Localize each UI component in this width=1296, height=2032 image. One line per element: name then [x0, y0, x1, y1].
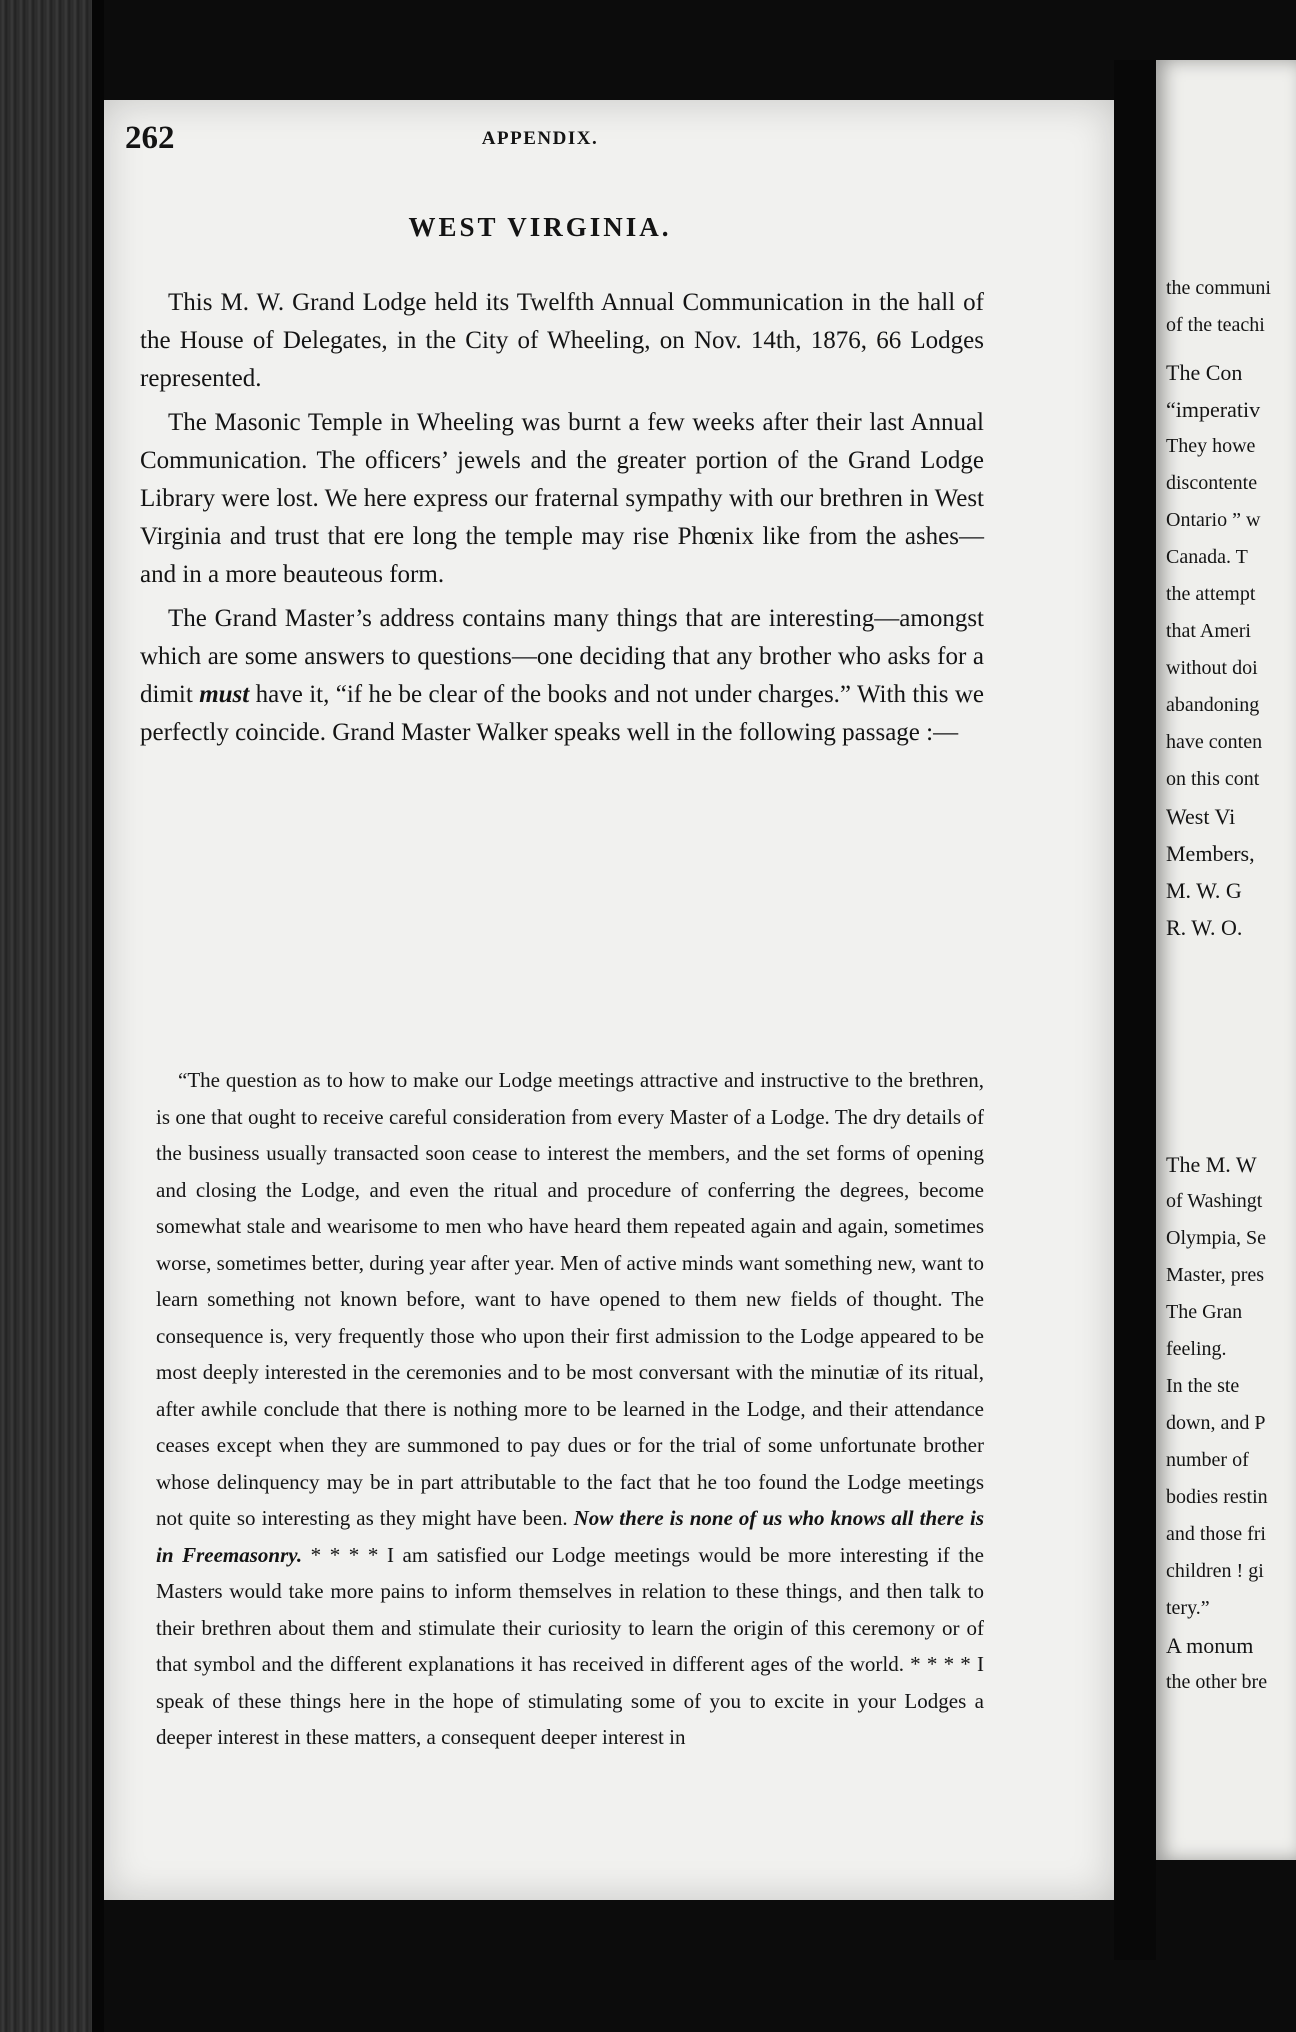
right-page-fragments [1166, 270, 1296, 1701]
fragment-line: without doi [1166, 657, 1258, 679]
fragment-line: They howe [1166, 435, 1256, 457]
fragment-line: the other bre [1166, 1671, 1268, 1693]
fragment-line: Members, [1166, 841, 1255, 866]
running-head: APPENDIX. [481, 128, 599, 149]
page-gutter [1114, 60, 1156, 1960]
paragraph-3 [140, 600, 984, 752]
page-header [125, 120, 955, 170]
fragment-line: that Ameri [1166, 620, 1251, 642]
fragment-line: “imperativ [1166, 397, 1261, 422]
fragment-line: bodies restin [1166, 1486, 1268, 1508]
page-number: 262 [125, 120, 175, 156]
fragment-line: of Washingt [1166, 1190, 1263, 1212]
block-quote [156, 1062, 984, 1756]
fragment-line: of the teachi [1166, 314, 1265, 336]
paragraph-2: The Masonic Temple in Wheeling was burnt a few weeks after their last Annual Communication. The officers’ jewels and the greater portion of the Grand Lodge Library were lost. We here express our fraternal sympathy with our brethren in West Virginia and trust that ere long the temple may rise Phœnix like from the ashes—and in a more beauteous form. [140, 409, 984, 588]
paragraph-1: This M. W. Grand Lodge held its Twelfth Annual Communication in the hall of the House of Delegates, in the City of Wheeling, on Nov. 14th, 1876, 66 Lodges represented. [140, 289, 984, 392]
fragment-line: discontente [1166, 472, 1258, 494]
quote-italic-text: Now there is none of us who knows all there is in Freemasonry. [156, 1506, 984, 1567]
quote-text-cont: * * * * I am satisfied our Lodge meetings would be more interesting if the Masters would take more pains to inform themselves in relation to these things, and then talk to their brethren about them and stimulate their curiosity to learn the origin of this ceremony or of that symbol and the different explanations it has received in different ages of the world. * * * * I speak of these things here in the hope of stimulating some of you to excite in your Lodges a deeper interest in these matters, a consequent deeper interest in [156, 1542, 984, 1749]
fragment-line: The Gran [1166, 1301, 1243, 1323]
fragment-line: abandoning [1166, 694, 1260, 716]
fragment-line: In the ste [1166, 1375, 1240, 1397]
fragment-line: Olympia, Se [1166, 1227, 1266, 1249]
fragment-line: the attempt [1166, 583, 1256, 605]
fragment-line: The M. W [1166, 1152, 1257, 1177]
fragment-line: number of [1166, 1449, 1249, 1471]
fragment-line: Ontario ” w [1166, 509, 1261, 531]
fragment-line: Master, pres [1166, 1264, 1265, 1286]
emphasis-must: must [199, 681, 250, 708]
fragment-line: tery.” [1166, 1597, 1210, 1619]
fragment-line: and those fri [1166, 1523, 1266, 1545]
spine-shadow [92, 0, 104, 2032]
fragment-gap [1166, 946, 1296, 1146]
paragraph-3-text-cont: have it, “if he be clear of the books and not under charges.” With this we perfectly coincide. Grand Master Walker speaks well in the following passage :— [140, 681, 984, 746]
paragraph-3-text: The Grand Master’s address contains many things that are interesting—amongst which are some answers to questions—one deciding that any brother who asks for a dimit [140, 605, 984, 708]
fragment-line: M. W. G [1166, 878, 1242, 903]
fragment-line: A monum [1166, 1633, 1254, 1658]
book-spine [0, 0, 92, 2032]
fragment-line: West Vi [1166, 804, 1236, 829]
fragment-line: The Con [1166, 360, 1243, 385]
fragment-line: children ! gi [1166, 1560, 1264, 1582]
quote-paragraph [156, 1062, 984, 1756]
fragment-line: the communi [1166, 277, 1271, 299]
fragment-line: on this cont [1166, 768, 1260, 790]
body-text [140, 284, 984, 752]
right-page [1156, 60, 1296, 1860]
fragment-line: Canada. T [1166, 546, 1248, 568]
fragment-line: down, and P [1166, 1412, 1266, 1434]
fragment-line: feeling. [1166, 1338, 1227, 1360]
quote-text: “The question as to how to make our Lodge meetings attractive and instructive to the brethren, is one that ought to receive careful consideration from every Master of a Lodge. The dry details of the business usually transacted soon cease to interest the members, and the set forms of opening and closing the Lodge, and even the ritual and procedure of conferring the degrees, become somewhat stale and wearisome to men who have heard them repeated again and again, sometimes worse, sometimes better, during year after year. Men of active minds want something new, want to learn something not known before, want to have opened to them new fields of thought. The consequence is, very frequently those who upon their first admission to the Lodge appeared to be most deeply interested in the ceremonies and to be most conversant with the minutiæ of its ritual, after awhile conclude that there is nothing more to be learned in the Lodge, and their attendance ceases except when they are summoned to pay dues or for the trial of some unfortunate brother whose delinquency may be in part attributable to the fact that he too found the Lodge meetings not quite so interesting as they might have been. [156, 1068, 984, 1530]
fragment-line: R. W. O. [1166, 915, 1243, 940]
section-title: WEST VIRGINIA. [408, 212, 672, 242]
fragment-line: have conten [1166, 731, 1263, 753]
